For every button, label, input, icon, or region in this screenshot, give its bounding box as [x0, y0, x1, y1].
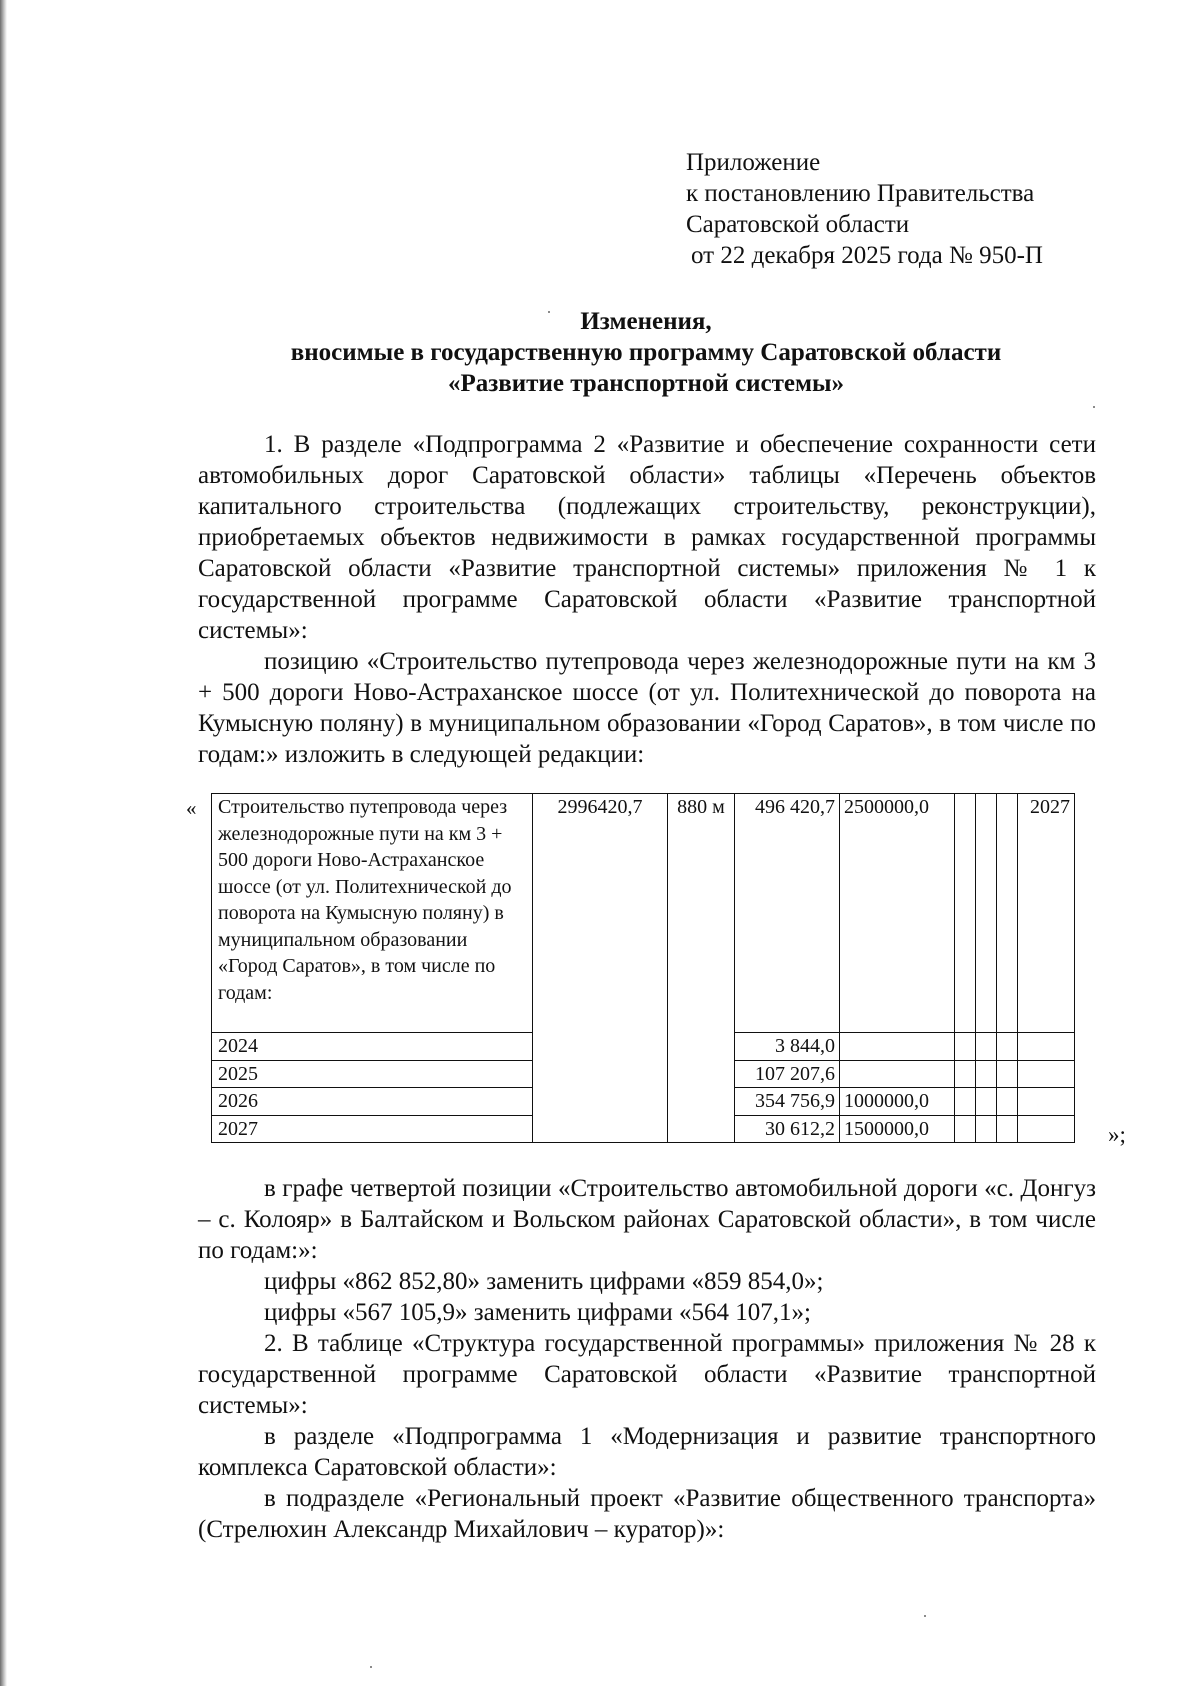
year-cell: 2024	[212, 1033, 533, 1061]
empty-cell	[1018, 1033, 1075, 1061]
approval-line: Приложение	[686, 149, 821, 176]
scan-edge	[0, 0, 7, 1686]
paragraph: в подразделе «Региональный проект «Развитие общественного транспорта» (Стрелюхин Александр Михайлович – куратор)»:	[198, 1485, 1096, 1543]
table-open-quote: «	[186, 796, 197, 820]
empty-cell	[976, 1033, 997, 1061]
empty-cell	[976, 1115, 997, 1143]
heading-line: Изменения,	[580, 308, 712, 335]
empty-cell	[955, 1115, 976, 1143]
empty-cell	[1018, 1088, 1075, 1116]
empty-cell	[1018, 1115, 1075, 1143]
approval-line: к постановлению Правительства	[686, 180, 1035, 207]
scan-speck	[1093, 406, 1095, 408]
empty-cell	[997, 1088, 1018, 1116]
completion-year-cell: 2027	[1018, 794, 1075, 1033]
empty-cell	[955, 794, 976, 1033]
section-continuation	[198, 1173, 1096, 1545]
empty-cell	[955, 1060, 976, 1088]
heading-line: вносимые в государственную программу Саратовской области	[290, 339, 1002, 366]
object-table	[211, 793, 1075, 1143]
paragraph: цифры «567 105,9» заменить цифрами «564 107,1»;	[264, 1299, 811, 1326]
col4-value-cell: 107 207,6	[735, 1060, 840, 1088]
paragraph: 1. В разделе «Подпрограмма 2 «Развитие и обеспечение сохранности сети автомобильных дорог Саратовской области» таблицы «Перечень объектов капитального строительства (подлежащих строительству, реконструкции), приобретаемых объектов недвижимости в рамках государственной программы Саратовской области «Развитие транспортной системы» приложения № 1 к государственной программе Саратовской области «Развитие транспортной системы»:	[198, 431, 1096, 644]
approval-line: Саратовской области	[686, 211, 910, 238]
empty-cell	[976, 794, 997, 1033]
col5-value-cell	[840, 1060, 955, 1088]
year-cell: 2026	[212, 1088, 533, 1116]
paragraph: в графе четвертой позиции «Строительство автомобильной дороги «с. Донгуз – с. Колояр» в Балтайском и Вольском районах Саратовской области», в том числе по годам:»:	[198, 1175, 1096, 1264]
col4-value-cell: 354 756,9	[735, 1088, 840, 1116]
paragraph: в разделе «Подпрограмма 1 «Модернизация и развитие транспортного комплекса Саратовской области»:	[198, 1423, 1096, 1481]
table-close-quote: »;	[1108, 1122, 1126, 1147]
scan-speck	[370, 1666, 372, 1668]
empty-cell	[997, 1033, 1018, 1061]
approval-block	[686, 147, 1126, 271]
approval-date: от 22 декабря 2025 года № 950-П	[691, 242, 1043, 269]
col5-value-cell: 1500000,0	[840, 1115, 955, 1143]
empty-cell	[997, 1060, 1018, 1088]
paragraph: позицию «Строительство путепровода через железнодорожные пути на км 3 + 500 дороги Ново-Астраханское шоссе (от ул. Политехнической до поворота на Кумысную поляну) в муниципальном образовании «Город Саратов», в том числе по годам:» изложить в следующей редакции:	[198, 648, 1096, 768]
col5-value-cell: 1000000,0	[840, 1088, 955, 1116]
col5-value-cell	[840, 1033, 955, 1061]
year-cell: 2025	[212, 1060, 533, 1088]
object-name-cell: Строительство путепровода через железнодорожные пути на км 3 + 500 дороги Ново-Астраханское шоссе (от ул. Политехнической до поворота на Кумысную поляну) в муниципальном образовании «Город Саратов», в том числе по годам:	[212, 794, 533, 1033]
col4-value-cell: 3 844,0	[735, 1033, 840, 1061]
empty-cell	[976, 1088, 997, 1116]
empty-cell	[955, 1088, 976, 1116]
scan-speck	[924, 1615, 926, 1617]
year-cell: 2027	[212, 1115, 533, 1143]
capacity-cell: 880 м	[668, 794, 735, 1143]
col5-total-cell: 2500000,0	[840, 794, 955, 1033]
section-1-intro	[198, 429, 1096, 770]
heading-line: «Развитие транспортной системы»	[447, 370, 845, 397]
empty-cell	[955, 1033, 976, 1061]
table-row	[212, 794, 1075, 1033]
col4-total-cell: 496 420,7	[735, 794, 840, 1033]
col4-value-cell: 30 612,2	[735, 1115, 840, 1143]
paragraph: 2. В таблице «Структура государственной программы» приложения № 28 к государственной программе Саратовской области «Развитие транспортной системы»:	[198, 1330, 1096, 1419]
scan-speck	[548, 311, 550, 313]
empty-cell	[1018, 1060, 1075, 1088]
empty-cell	[997, 794, 1018, 1033]
total-cost-cell: 2996420,7	[533, 794, 668, 1143]
empty-cell	[997, 1115, 1018, 1143]
paragraph: цифры «862 852,80» заменить цифрами «859 854,0»;	[264, 1268, 824, 1295]
document-heading	[198, 306, 1094, 399]
empty-cell	[976, 1060, 997, 1088]
